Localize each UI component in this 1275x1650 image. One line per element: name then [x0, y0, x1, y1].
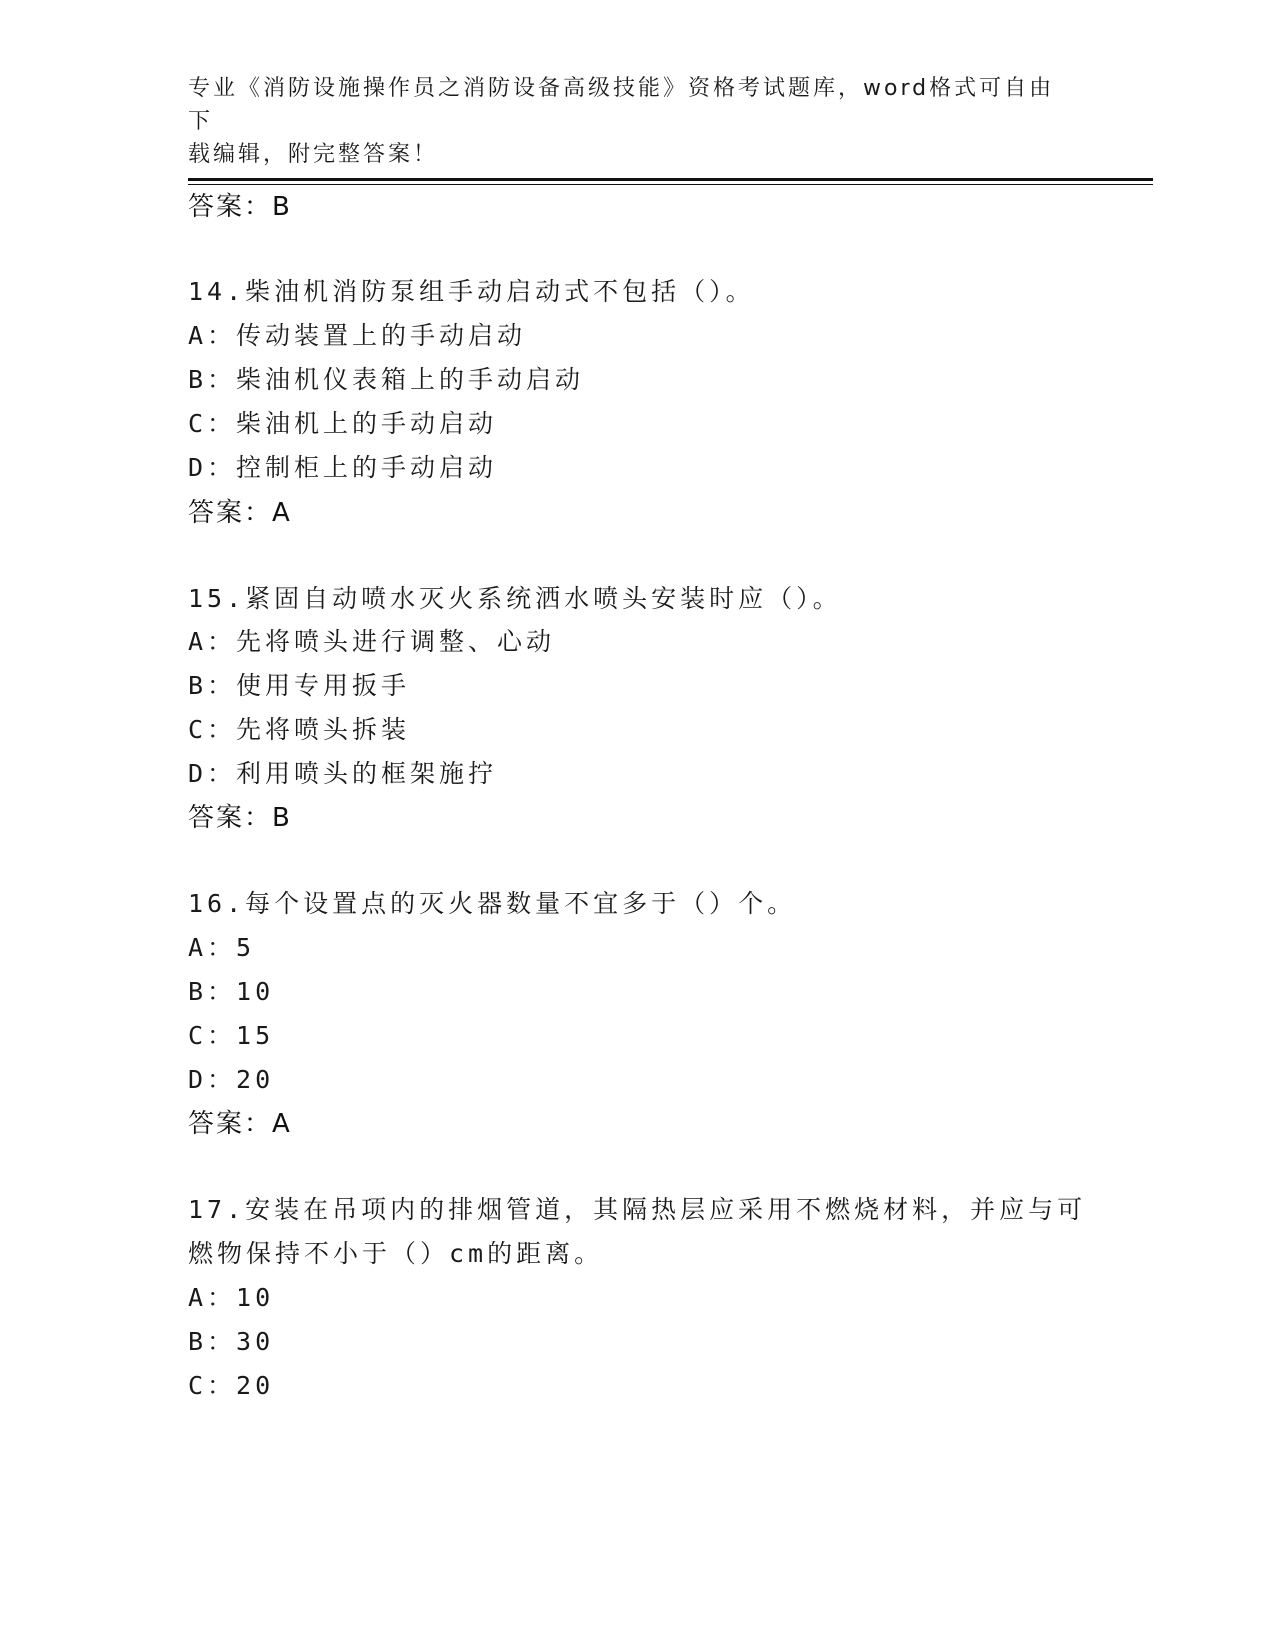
question-15-option-a: A：先将喷头进行调整、心动: [188, 627, 556, 656]
question-15-stem: 15.紧固自动喷水灭火系统洒水喷头安装时应（）。: [188, 584, 842, 613]
question-17-option-c: C：20: [188, 1371, 275, 1400]
question-14-option-d: D：控制柜上的手动启动: [188, 453, 498, 482]
question-14-option-c: C：柴油机上的手动启动: [188, 409, 498, 438]
header-line-2: 载编辑，附完整答案！: [188, 142, 439, 167]
header-line-1: 专业《消防设施操作员之消防设备高级技能》资格考试题库，word格式可自由下: [188, 76, 1055, 134]
question-16-option-b: B：10: [188, 977, 275, 1006]
question-14-option-b: B：柴油机仪表箱上的手动启动: [188, 365, 585, 394]
question-16-option-a: A：5: [188, 933, 256, 962]
question-16-option-c: C：15: [188, 1021, 275, 1050]
question-14-stem: 14.柴油机消防泵组手动启动式不包括（）。: [188, 277, 755, 306]
question-15-option-d: D：利用喷头的框架施拧: [188, 759, 498, 788]
question-15-answer: 答案：B: [188, 803, 292, 833]
question-15-option-b: B：使用专用扳手: [188, 671, 411, 700]
question-17-option-a: A：10: [188, 1283, 275, 1312]
question-17-stem-line-1: 17.安装在吊项内的排烟管道，其隔热层应采用不燃烧材料，并应与可: [188, 1195, 1087, 1224]
question-16-answer: 答案：A: [188, 1109, 292, 1139]
header-divider-thin: [188, 184, 1153, 185]
question-17-option-b: B：30: [188, 1327, 275, 1356]
question-14-option-a: A：传动装置上的手动启动: [188, 321, 527, 350]
question-14-answer: 答案：A: [188, 498, 292, 528]
question-15-option-c: C：先将喷头拆装: [188, 715, 411, 744]
header-divider-thick: [188, 178, 1153, 181]
answer-top: 答案：B: [188, 192, 292, 222]
document-header: [188, 72, 1068, 171]
question-16-option-d: D：20: [188, 1065, 275, 1094]
question-17-stem-line-2: 燃物保持不小于（）cm的距离。: [188, 1239, 604, 1268]
question-16-stem: 16.每个设置点的灭火器数量不宜多于（）个。: [188, 889, 797, 918]
